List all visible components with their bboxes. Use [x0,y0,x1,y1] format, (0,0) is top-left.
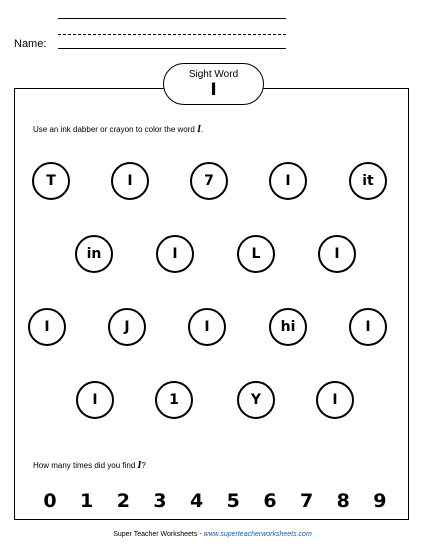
answer-number[interactable]: 2 [116,490,130,512]
sight-word: I [210,80,217,100]
instruction-label: Use an ink dabber or crayon to color the word [33,125,198,134]
name-label: Name: [14,38,47,50]
answer-number[interactable]: 9 [373,490,387,512]
answer-number[interactable]: 4 [190,490,204,512]
letter-circle[interactable]: J [108,308,146,346]
answer-number[interactable]: 6 [263,490,277,512]
instruction-word: I [197,124,201,135]
letter-circle[interactable]: 7 [190,162,228,200]
letter-circle[interactable]: I [28,308,66,346]
letter-circle[interactable]: I [318,235,356,273]
question-text [33,460,146,471]
answer-number[interactable]: 1 [80,490,94,512]
question-word: I [137,460,142,471]
instruction-end: . [201,125,204,134]
sight-word-box [163,63,264,105]
letter-circle[interactable]: I [156,235,194,273]
footer [0,531,425,538]
name-dashed-line [58,34,286,35]
footer-separator: - [197,531,204,538]
letter-circle[interactable]: in [75,235,113,273]
letter-circle[interactable]: I [269,162,307,200]
answer-number[interactable]: 5 [226,490,240,512]
footer-url[interactable]: www.superteacherworksheets.com [203,531,312,538]
letter-circle[interactable]: I [188,308,226,346]
answer-number[interactable]: 8 [336,490,350,512]
letter-circle[interactable]: hi [269,308,307,346]
worksheet-frame [14,88,409,520]
name-top-line [58,18,286,19]
letter-circle[interactable]: I [316,381,354,419]
letter-circle[interactable]: Y [237,381,275,419]
letter-circle[interactable]: L [237,235,275,273]
letter-circle[interactable]: I [111,162,149,200]
letter-circle[interactable]: I [76,381,114,419]
footer-brand: Super Teacher Worksheets [113,531,198,538]
answer-numbers [40,490,390,512]
answer-number[interactable]: 7 [299,490,314,512]
letter-circle[interactable]: T [32,162,70,200]
name-block [14,12,294,54]
letter-circle[interactable]: I [349,308,387,346]
answer-number[interactable]: 3 [153,490,167,512]
name-write-line[interactable] [58,48,286,49]
letter-circle[interactable]: 1 [155,381,193,419]
answer-number[interactable]: 0 [43,490,57,512]
letter-circle[interactable]: it [349,162,387,200]
sight-word-caption: Sight Word [188,69,239,80]
question-end: ? [141,461,146,470]
question-label: How many times did you find [33,461,138,470]
instruction-text [33,124,203,135]
